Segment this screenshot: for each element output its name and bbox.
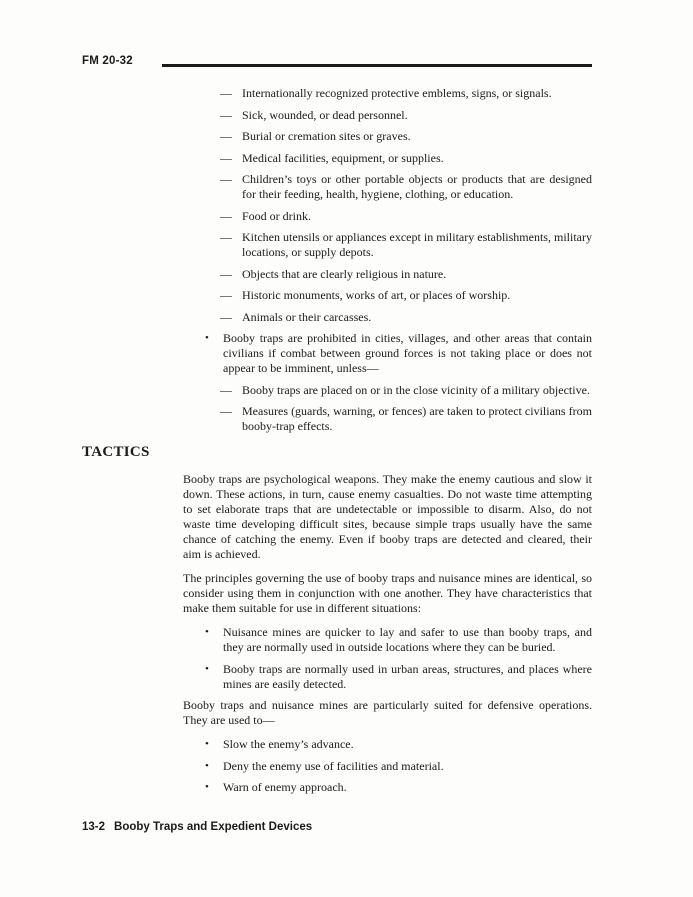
dash-marker: —: [220, 172, 232, 186]
dash-marker: —: [220, 86, 232, 100]
page-body: [82, 86, 592, 802]
chapter-title: Booby Traps and Expedient Devices: [114, 821, 313, 833]
situations-list: [183, 625, 592, 692]
dash-marker: —: [220, 404, 232, 418]
dash-marker: —: [220, 208, 232, 223]
list-item-text: Food or drink.: [242, 208, 311, 223]
dash-marker: —: [220, 288, 232, 302]
protected-items-list: [183, 86, 592, 325]
bullet-marker: •: [205, 626, 209, 638]
list-item-text: Medical facilities, equipment, or supplies.: [242, 150, 444, 165]
list-item-text: Nuisance mines are quicker to lay and safer to use than booby traps, and they are normally used in outside locations where they can be buried.: [223, 625, 592, 654]
list-item: [220, 310, 592, 325]
list-item: [205, 662, 592, 692]
bullet-marker: •: [205, 332, 209, 344]
list-item: [220, 86, 592, 101]
dash-marker: —: [220, 266, 232, 281]
exception-sub-list: [183, 383, 592, 435]
dash-marker: —: [220, 150, 232, 165]
list-item-text: Objects that are clearly religious in nature.: [242, 266, 447, 281]
prohibition-rule-block: [183, 331, 592, 434]
list-item-text: Internationally recognized protective emblems, signs, or signals.: [242, 86, 552, 100]
page-header: [82, 55, 592, 68]
list-item-text: Slow the enemy’s advance.: [223, 737, 354, 751]
page-footer: [82, 820, 312, 834]
dash-marker: —: [220, 230, 232, 244]
list-item-text: Booby traps are normally used in urban areas, structures, and places where mines are easily detected.: [223, 661, 592, 691]
list-item-text: Deny the enemy use of facilities and material.: [223, 758, 444, 773]
list-item: [205, 625, 592, 655]
list-item-text: Booby traps are prohibited in cities, villages, and other areas that contain civilians if combat between ground forces is not taking place or does not appear to be imminent, unless—: [223, 331, 592, 375]
list-item: [220, 404, 592, 434]
list-item: [220, 151, 592, 166]
document-number: FM 20-32: [82, 55, 133, 67]
list-item: [205, 780, 592, 795]
dash-marker: —: [220, 129, 232, 143]
list-item: [220, 383, 592, 398]
tactics-paragraph-3: Booby traps and nuisance mines are particularly suited for defensive operations. They are used to—: [183, 698, 592, 727]
list-item-text: Booby traps are placed on or in the close vicinity of a military objective.: [242, 382, 590, 397]
list-item-text: Burial or cremation sites or graves.: [242, 129, 411, 143]
tactics-paragraph-2: The principles governing the use of booby traps and nuisance mines are identical, so consider using them in conjunction with one another. They have characteristics that make them suitable for use in different situations:: [183, 571, 592, 615]
list-item: [220, 230, 592, 260]
list-item: [205, 737, 592, 752]
list-item: [220, 108, 592, 123]
dash-marker: —: [220, 382, 232, 397]
bullet-marker: •: [205, 662, 209, 675]
list-item-text: Measures (guards, warning, or fences) are taken to protect civilians from booby-trap effects.: [242, 404, 592, 433]
bullet-marker: •: [205, 759, 209, 772]
section-heading-tactics: TACTICS: [82, 444, 150, 460]
list-item-text: Animals or their carcasses.: [242, 309, 372, 324]
list-item-text: Warn of enemy approach.: [223, 780, 347, 794]
list-item: [205, 759, 592, 774]
bullet-marker: •: [205, 781, 209, 793]
list-item: [220, 129, 592, 144]
dash-marker: —: [220, 309, 232, 324]
header-rule: [162, 64, 592, 67]
list-item: [220, 172, 592, 202]
list-item-text: Children’s toys or other portable objects or products that are designed for their feeding, health, hygiene, clothing, or education.: [242, 172, 592, 201]
tactics-paragraph-1: Booby traps are psychological weapons. They make the enemy cautious and slow it down. These actions, in turn, cause enemy casualties. Do not waste time attempting to set elaborate traps that are undetectable or impossible to disarm. Also, do not waste time developing difficult sites, because simple traps usually have the same chance of catching the enemy. Even if booby traps are detected and cleared, their aim is achieved.: [183, 472, 592, 561]
bullet-marker: •: [205, 738, 209, 750]
list-item: [220, 288, 592, 303]
list-item-text: Kitchen utensils or appliances except in military establishments, military locations, or supply depots.: [242, 230, 592, 259]
list-item-text: Sick, wounded, or dead personnel.: [242, 107, 408, 122]
uses-list: [183, 737, 592, 795]
list-item: [220, 209, 592, 224]
list-item-text: Historic monuments, works of art, or places of worship.: [242, 288, 511, 302]
page-number: 13-2: [82, 821, 106, 833]
list-item: [220, 267, 592, 282]
list-item: [205, 331, 592, 376]
dash-marker: —: [220, 107, 232, 122]
